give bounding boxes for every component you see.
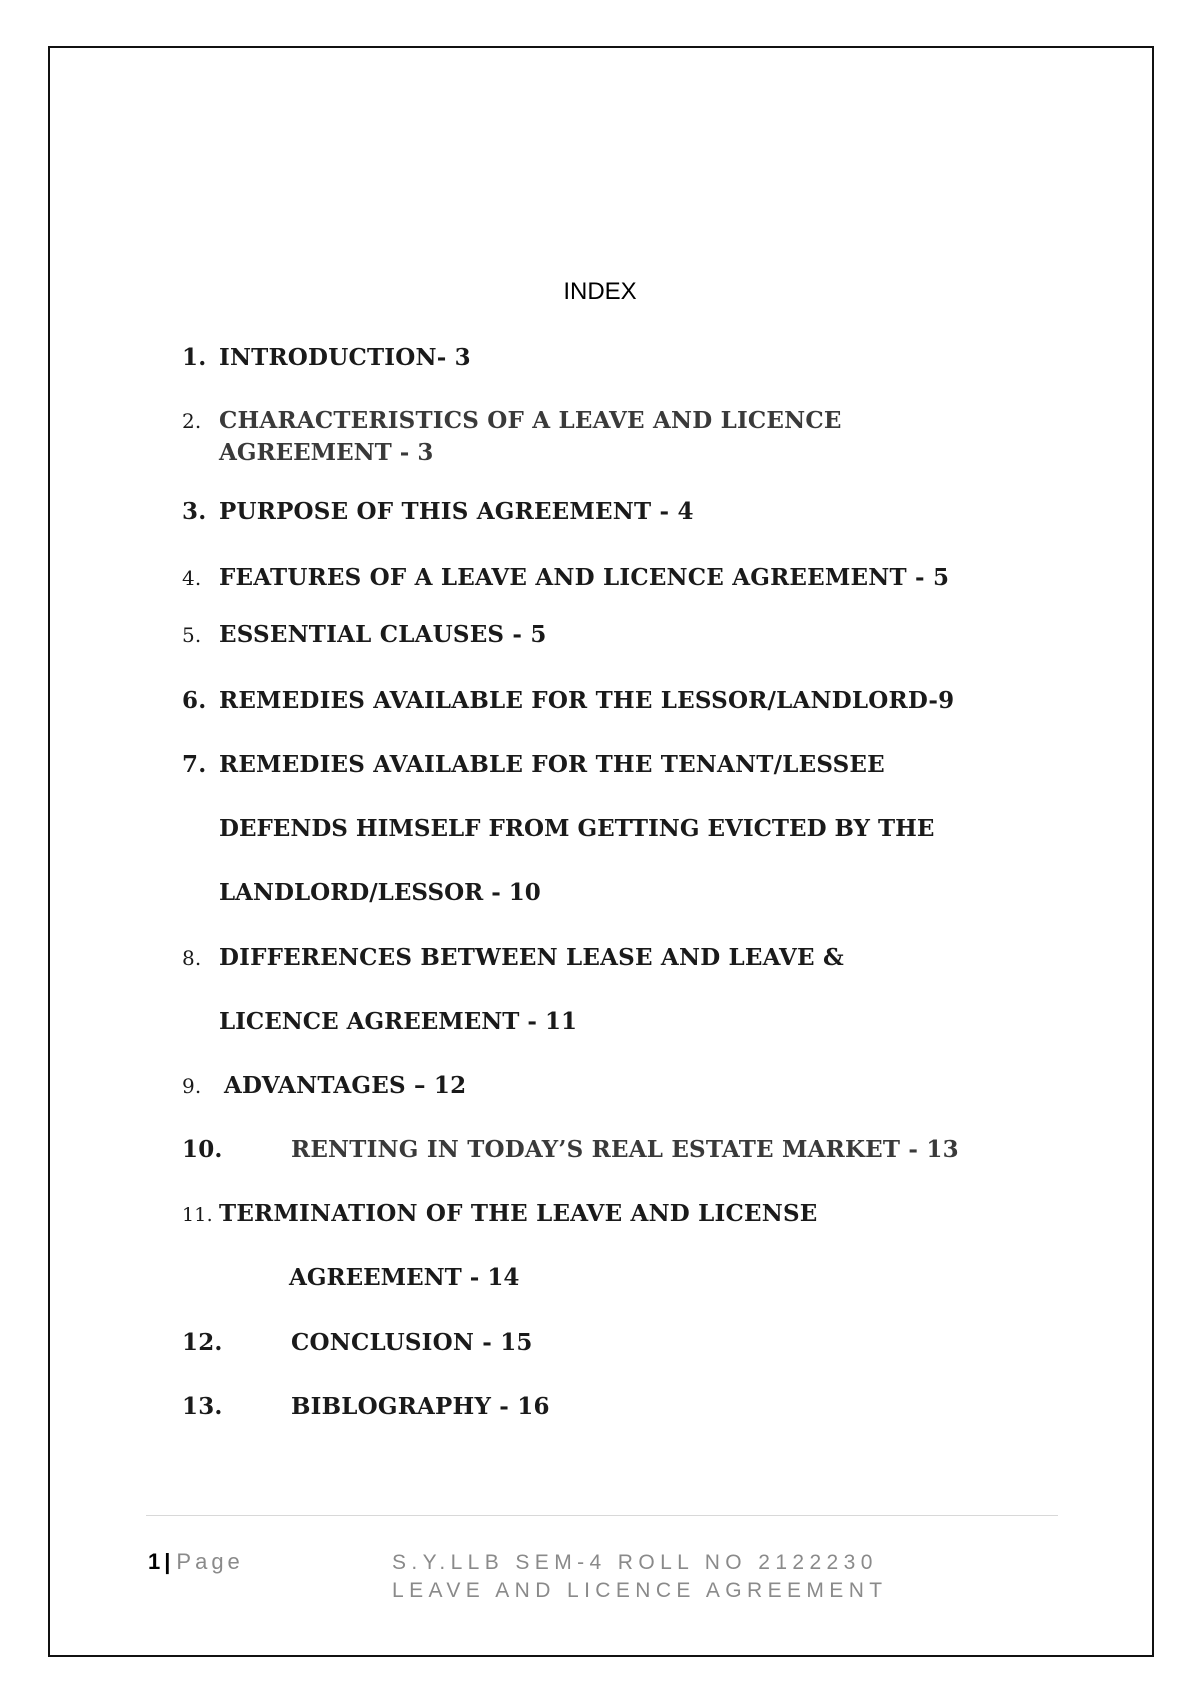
toc-item-11 (182, 1200, 818, 1227)
toc-item-12 (182, 1329, 533, 1356)
toc-item-number: 4. (182, 566, 202, 590)
page-separator: | (164, 1549, 171, 1574)
toc-item-1 (182, 344, 471, 371)
toc-item-8 (182, 944, 844, 971)
toc-item-10 (182, 1136, 959, 1163)
toc-item-number: 7. (182, 751, 207, 778)
footer-page-number (148, 1549, 244, 1575)
toc-item-text: INTRODUCTION- 3 (219, 344, 471, 371)
toc-item-5 (182, 621, 547, 648)
toc-item-continuation: DEFENDS HIMSELF FROM GETTING EVICTED BY THE (219, 815, 935, 842)
toc-item-number: 5. (182, 623, 202, 647)
toc-item-text: CHARACTERISTICS OF A LEAVE AND LICENCE (219, 407, 842, 434)
toc-item-6 (182, 687, 954, 714)
toc-item-13 (182, 1393, 550, 1420)
toc-item-text: REMEDIES AVAILABLE FOR THE LESSOR/LANDLORD-9 (219, 687, 955, 714)
footer-line-1: S.Y.LLB SEM-4 ROLL NO 2122230 (392, 1551, 878, 1574)
toc-item-4 (182, 564, 949, 591)
footer-info (392, 1549, 888, 1605)
toc-item-number: 12. (182, 1329, 223, 1356)
toc-item-text: CONCLUSION - 15 (291, 1329, 533, 1356)
toc-item-continuation: LICENCE AGREEMENT - 11 (219, 1008, 577, 1035)
toc-item-number: 13. (182, 1393, 223, 1420)
toc-item-text: FEATURES OF A LEAVE AND LICENCE AGREEMENT - 5 (219, 564, 950, 591)
toc-item-number: 2. (182, 409, 202, 433)
toc-item-text: PURPOSE OF THIS AGREEMENT - 4 (219, 498, 694, 525)
toc-item-number: 6. (182, 687, 207, 714)
footer-divider (146, 1515, 1058, 1516)
toc-item-number: 3. (182, 498, 207, 525)
footer-line-2: LEAVE AND LICENCE AGREEMENT (392, 1579, 888, 1602)
index-title: INDEX (563, 278, 637, 305)
toc-item-text: ADVANTAGES – 12 (224, 1072, 467, 1099)
toc-item-7 (182, 751, 885, 778)
toc-item-text: BIBLOGRAPHY - 16 (291, 1393, 550, 1420)
toc-item-continuation: LANDLORD/LESSOR - 10 (219, 879, 541, 906)
toc-item-text: TERMINATION OF THE LEAVE AND LICENSE (219, 1200, 818, 1227)
toc-item-text: DIFFERENCES BETWEEN LEASE AND LEAVE & (219, 944, 844, 971)
toc-item-number: 1. (182, 344, 207, 371)
toc-item-9 (182, 1072, 466, 1099)
page-label: Page (176, 1549, 244, 1574)
toc-item-text: ESSENTIAL CLAUSES - 5 (219, 621, 547, 648)
toc-item-text: RENTING IN TODAY’S REAL ESTATE MARKET - 13 (291, 1136, 959, 1163)
page-number: 1 (148, 1549, 161, 1574)
toc-item-number: 8. (182, 946, 202, 970)
toc-item-continuation: AGREEMENT - 3 (219, 439, 434, 466)
toc-item-text: REMEDIES AVAILABLE FOR THE TENANT/LESSEE (219, 751, 885, 778)
toc-item-number: 10. (182, 1136, 223, 1163)
toc-item-2 (182, 407, 842, 434)
toc-item-3 (182, 498, 694, 525)
toc-item-number: 11. (182, 1204, 213, 1226)
toc-item-number: 9. (182, 1074, 202, 1098)
toc-item-continuation: AGREEMENT - 14 (289, 1264, 520, 1291)
